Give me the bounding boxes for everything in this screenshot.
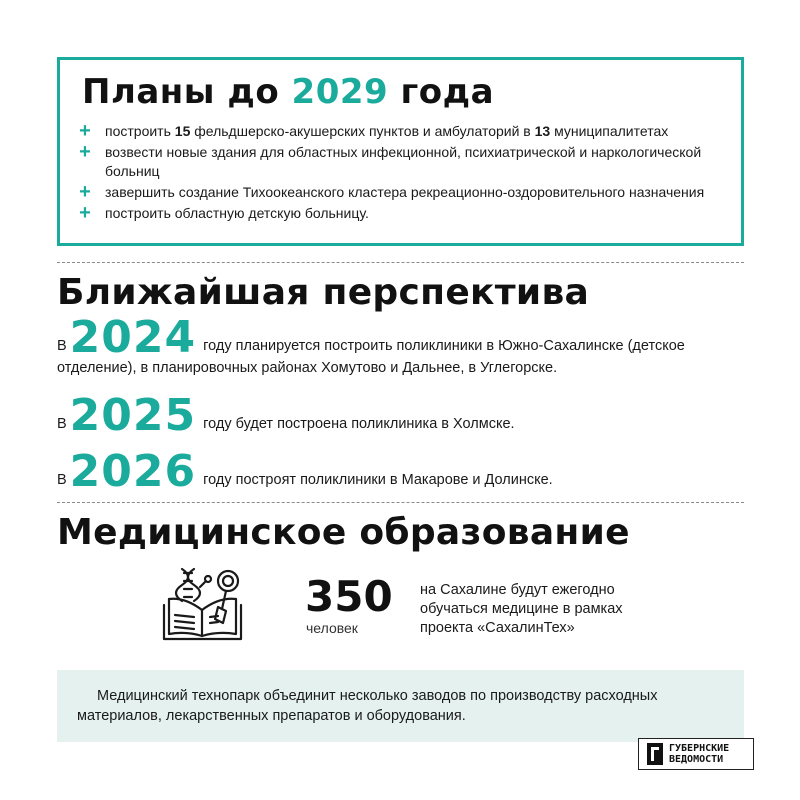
divider xyxy=(57,502,744,503)
logo-line1: ГУБЕРНСКИЕ xyxy=(669,743,730,754)
plans-item: + завершить создание Тихоокеанского кластера рекреационно-оздоровительного назначения xyxy=(77,183,739,202)
plans-item: + построить 15 фельдшерско-акушерских пунктов и амбулаторий в 13 муниципалитетах xyxy=(77,122,739,141)
logo-mark-icon xyxy=(647,743,663,765)
publisher-logo xyxy=(638,738,754,770)
plus-icon: + xyxy=(79,141,91,163)
plans-list xyxy=(77,122,739,225)
plans-item: + возвести новые здания для областных инфекционной, психиатрической и наркологической больниц xyxy=(77,143,739,181)
plans-title-year: 2029 xyxy=(291,72,389,112)
note-text: Медицинский технопарк объединит несколько заводов по производству расходных материалов, лекарственных препаратов и оборудования. xyxy=(77,688,658,724)
book-dna-magnifier-icon xyxy=(160,565,245,645)
year-2025: 2025 xyxy=(69,390,197,441)
note-box xyxy=(57,670,744,742)
divider xyxy=(57,262,744,263)
plus-icon: + xyxy=(79,202,91,224)
plans-item: + построить областную детскую больницу. xyxy=(77,204,739,223)
plus-icon: + xyxy=(79,120,91,142)
education-text: на Сахалине будут ежегодно обучаться медицине в рамках проекта «СахалинТех» xyxy=(420,582,623,636)
year-entry-2026: В2026 году построят поликлиники в Макарове и Долинске. xyxy=(57,446,553,497)
plans-box xyxy=(57,57,744,246)
year-entry-2024: В2024 году планируется построить поликлиники в Южно-Сахалинске (детское отделение), в планировочных районах Хомутово и Дальнее, в Углегорске. xyxy=(57,312,685,376)
near-title: Ближайшая перспектива xyxy=(57,272,590,313)
year-2026: 2026 xyxy=(69,446,197,497)
year-2024: 2024 xyxy=(69,312,197,363)
education-title: Медицинское образование xyxy=(57,512,630,553)
education-unit: человек xyxy=(306,620,358,636)
logo-line2: ВЕДОМОСТИ xyxy=(669,754,724,765)
plans-title: Планы до 2029 года xyxy=(82,72,495,112)
plus-icon: + xyxy=(79,181,91,203)
education-number: 350 xyxy=(305,572,393,621)
year-entry-2025: В2025 году будет построена поликлиника в Холмске. xyxy=(57,390,515,441)
